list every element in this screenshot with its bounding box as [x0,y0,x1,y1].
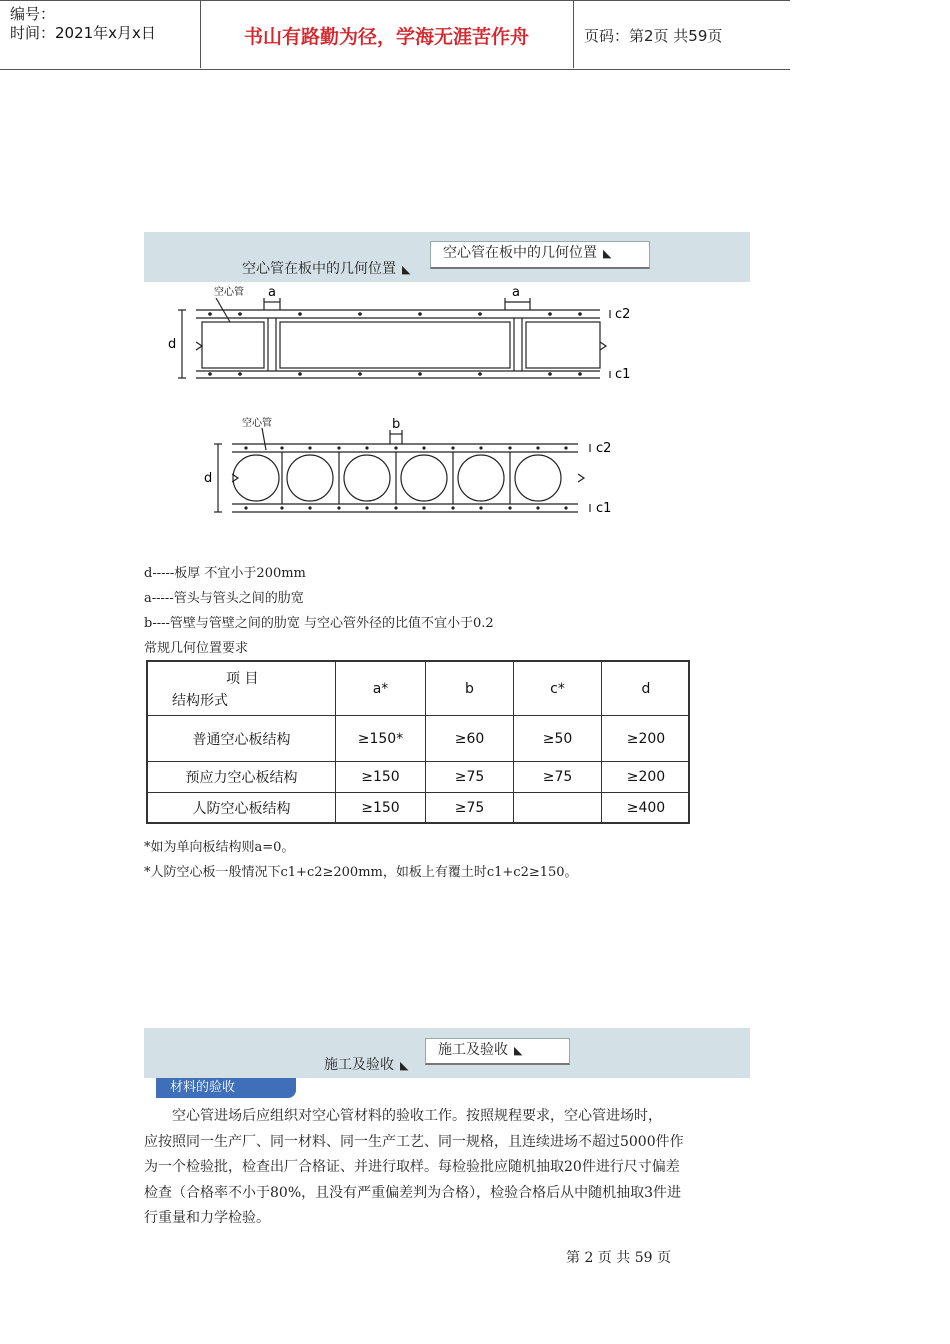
time-label: 时间：2021年x月x日 [10,24,156,42]
motto: 书山有路勤为径，学海无涯苦作舟 [243,26,529,48]
table-header-corner [148,662,336,716]
note-1: *如为单向板结构则a=0。 [144,840,295,855]
col-header-c: c* [514,662,602,716]
tube-label: 空心管 [242,418,272,429]
paragraph-line: 空心管进场后应组织对空心管材料的验收工作。按照规程要求，空心管进场时， [144,1108,662,1124]
table-cell: ≥150* [336,716,426,762]
col-header-d: d [602,662,690,716]
section-banner-geometry [144,232,750,282]
paragraph-line: 为一个检验批，检查出厂合格证、并进行取样。每检验批应随机抽取20件进行尺寸偏差 [144,1159,680,1175]
cover-label-c1: c1 [596,501,612,516]
row-name: 人防空心板结构 [148,793,336,822]
triangle-icon: ◣ [400,1059,409,1072]
table-caption: 常规几何位置要求 [144,641,249,656]
col-header-a: a* [336,662,426,716]
section-title-text: 施工及验收 [324,1057,394,1073]
rib-label-b: b [392,417,401,432]
rib-label-a: a [512,285,520,300]
round-tube-diagram [196,414,626,522]
number-label: 编号： [10,5,56,23]
requirements-table [146,660,690,824]
definition-d: d-----板厚 不宜小于200mm [144,566,306,581]
header-table [0,0,790,70]
table-cell: ≥50 [514,716,602,762]
thickness-label-d: d [168,337,177,352]
section-box-text: 空心管在板中的几何位置 [443,245,597,261]
table-cell: ≥75 [426,762,514,793]
cover-label-c2: c2 [596,441,612,456]
table-cell [514,793,602,822]
header-form: 结构形式 [172,693,228,709]
header-item: 项 目 [226,671,259,687]
table-cell: ≥400 [626,799,666,816]
triangle-icon: ◣ [402,263,411,276]
triangle-icon: ◣ [603,247,612,260]
acceptance-paragraph [144,1104,704,1232]
section-title-box [430,241,650,269]
triangle-icon: ◣ [514,1044,523,1057]
section-title [242,258,410,278]
table-cell: ≥60 [426,716,514,762]
header-meta-cell [0,0,201,68]
cover-label-c2: c2 [615,307,631,322]
table-cell: ≥150 [336,762,426,793]
header-page-cell [574,0,790,68]
section-box-text: 施工及验收 [438,1042,508,1058]
row-name: 预应力空心板结构 [148,762,336,793]
rib-label-a: a [268,285,276,300]
definition-b: b----管壁与管壁之间的肋宽 与空心管外径的比值不宜小于0.2 [144,616,494,631]
page-info: 页码：第2页 共59页 [584,27,723,45]
thickness-label-d: d [204,471,213,486]
section-title-box [425,1038,570,1065]
tube-label: 空心管 [214,287,244,298]
row-name: 普通空心板结构 [148,716,336,762]
section-title [324,1054,408,1074]
tab-material-acceptance[interactable]: 材料的验收 [156,1078,296,1098]
page-footer: 第 2 页 共 59 页 [566,1250,671,1266]
table-cell: ≥150 [336,793,426,822]
note-2: *人防空心板一般情况下c1+c2≥200mm，如板上有覆土时c1+c2≥150。 [144,865,578,880]
section-title-text: 空心管在板中的几何位置 [242,261,396,277]
table-cell: ≥75 [426,793,514,822]
table-cell: ≥200 [602,716,690,762]
table-cell: ≥75 [514,762,602,793]
paragraph-line: 应按照同一生产厂、同一材料、同一生产工艺、同一规格，且连续进场不超过5000件作 [144,1133,684,1150]
paragraph-line: 行重量和力学检验。 [144,1210,270,1226]
section-banner-construction [144,1028,750,1078]
header-motto-cell [200,0,574,68]
paragraph-line: 检查（合格率不小于80%，且没有严重偏差判为合格），检验合格后从中随机抽取3件进 [144,1184,682,1201]
table-cell: ≥200 [602,762,690,793]
cover-label-c1: c1 [615,367,631,382]
definition-a: a-----管头与管头之间的肋宽 [144,591,304,606]
rect-tube-diagram [160,282,640,392]
col-header-b: b [426,662,514,716]
